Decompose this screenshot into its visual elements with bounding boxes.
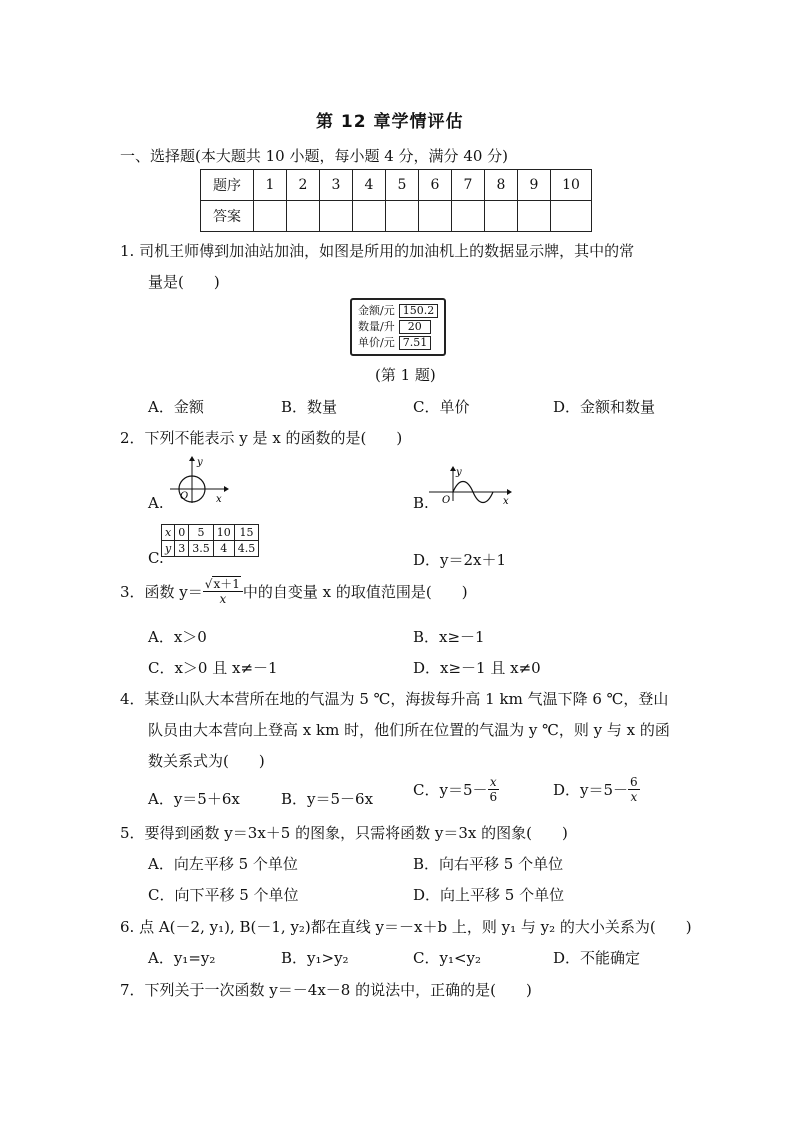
table-cell: 3.5: [189, 541, 214, 557]
table-cell: 15: [234, 525, 259, 541]
option-c[interactable]: C．单价: [413, 398, 470, 416]
table-cell: y: [162, 541, 175, 557]
table-cell: 6: [419, 170, 452, 201]
page-title: 第 12 章学情评估: [316, 112, 464, 132]
option-c[interactable]: C．向下平移 5 个单位: [148, 886, 299, 904]
table-cell: 题序: [201, 170, 254, 201]
answer-cell[interactable]: [287, 201, 320, 232]
fraction-denominator: x: [630, 790, 638, 804]
option-a[interactable]: A．向左平移 5 个单位: [148, 855, 298, 873]
stem-text: 中的自变量 x 的取值范围是( ): [242, 583, 468, 601]
option-d[interactable]: D．金额和数量: [553, 398, 656, 416]
answer-cell[interactable]: [551, 201, 592, 232]
question-1-line-1: 1. 司机王师傅到加油站加油，如图是所用的加油机上的数据显示牌，其中的常: [120, 242, 635, 260]
table-cell: 10: [213, 525, 234, 541]
answer-cell[interactable]: [485, 201, 518, 232]
table-cell: 5: [189, 525, 214, 541]
option-a[interactable]: A．x＞0: [148, 628, 207, 646]
option-c[interactable]: C．x＞0 且 x≠－1: [148, 659, 278, 677]
fraction-denominator: x: [219, 592, 227, 606]
option-d[interactable]: [553, 775, 640, 804]
answer-table: [200, 169, 592, 232]
stem-text: 3．函数 y＝: [120, 583, 203, 601]
table-cell: 2: [287, 170, 320, 201]
option-d[interactable]: D．y＝2x＋1: [413, 551, 507, 569]
fraction: [488, 775, 500, 804]
answer-cell[interactable]: [386, 201, 419, 232]
section-heading: 一、选择题(本大题共 10 小题，每小题 4 分，满分 40 分): [120, 147, 509, 165]
option-c[interactable]: C.: [148, 549, 164, 567]
circle-graph-icon: [160, 455, 230, 505]
table-cell: 答案: [201, 201, 254, 232]
answer-cell[interactable]: [353, 201, 386, 232]
table-cell: 4: [213, 541, 234, 557]
option-b[interactable]: B.: [413, 494, 429, 512]
display-label: 金额/元: [358, 304, 395, 317]
question-6-stem: 6. 点 A(－2, y₁), B(－1, y₂)都在直线 y＝－x＋b 上，则 y₁ 与 y₂ 的大小关系为( ): [120, 918, 692, 936]
table-cell: 4.5: [234, 541, 259, 557]
fraction-numerator: 6: [630, 775, 638, 789]
question-4-line-3: 数关系式为( ): [148, 752, 265, 770]
table-row: [162, 525, 259, 541]
table-cell: 8: [485, 170, 518, 201]
answer-cell[interactable]: [419, 201, 452, 232]
display-label: 单价/元: [358, 336, 395, 349]
question-3-stem: [120, 577, 468, 606]
origin-label: O: [180, 491, 189, 502]
table-cell: 9: [518, 170, 551, 201]
option-b[interactable]: B．y＝5－6x: [281, 790, 374, 808]
table-cell: 1: [254, 170, 287, 201]
table-cell: 4: [353, 170, 386, 201]
fraction: [628, 775, 640, 804]
table-row: [201, 170, 592, 201]
option-b[interactable]: B．数量: [281, 398, 338, 416]
question-7-stem: 7．下列关于一次函数 y＝－4x－8 的说法中，正确的是( ): [120, 981, 532, 999]
display-row-amount: [358, 303, 438, 319]
table-cell: 0: [175, 525, 189, 541]
question-2-stem: 2．下列不能表示 y 是 x 的函数的是( ): [120, 429, 403, 447]
fraction-denominator: 6: [489, 790, 498, 804]
option-d[interactable]: D．向上平移 5 个单位: [413, 886, 565, 904]
table-row: [162, 541, 259, 557]
question-4-line-2: 队员由大本营向上登高 x km 时，他们所在位置的气温为 y ℃，则 y 与 x 的函: [148, 721, 670, 739]
fraction: [203, 577, 243, 606]
option-text: D．y＝5－: [553, 781, 629, 799]
display-label: 数量/升: [358, 320, 395, 333]
answer-cell[interactable]: [518, 201, 551, 232]
option-b[interactable]: B．x≥－1: [413, 628, 485, 646]
figure-caption: (第 1 题): [375, 366, 436, 384]
xy-table: [161, 524, 259, 557]
fraction-numerator: x: [488, 775, 500, 790]
option-c[interactable]: C．y₁<y₂: [413, 949, 482, 967]
answer-cell[interactable]: [254, 201, 287, 232]
table-cell: 7: [452, 170, 485, 201]
display-value: 150.2: [399, 304, 439, 318]
table-cell: 5: [386, 170, 419, 201]
sqrt-argument: x＋1: [213, 577, 240, 591]
axis-label: x: [216, 494, 222, 505]
option-a[interactable]: A.: [148, 494, 164, 512]
option-c[interactable]: [413, 775, 499, 804]
answer-cell[interactable]: [320, 201, 353, 232]
answer-cell[interactable]: [452, 201, 485, 232]
fraction-numerator: √x＋1: [203, 577, 243, 592]
display-value: 7.51: [399, 336, 432, 350]
wave-graph-icon: [425, 465, 515, 505]
table-cell: 10: [551, 170, 592, 201]
display-row-quantity: [358, 319, 438, 335]
table-cell: x: [162, 525, 175, 541]
option-b[interactable]: B．向右平移 5 个单位: [413, 855, 564, 873]
question-1-line-2: 量是( ): [148, 273, 220, 291]
option-d[interactable]: D．x≥－1 且 x≠0: [413, 659, 541, 677]
axis-label: y: [197, 457, 203, 468]
fuel-display-board: [350, 298, 446, 356]
display-row-unit-price: [358, 335, 438, 351]
option-a[interactable]: A．y＝5＋6x: [148, 790, 240, 808]
axis-label: x: [503, 496, 509, 505]
option-d[interactable]: D．不能确定: [553, 949, 641, 967]
axis-label: y: [456, 467, 462, 478]
question-5-stem: 5．要得到函数 y＝3x＋5 的图象，只需将函数 y＝3x 的图象( ): [120, 824, 568, 842]
table-cell: 3: [175, 541, 189, 557]
display-value: 20: [399, 320, 431, 334]
table-row: [201, 201, 592, 232]
option-a[interactable]: A．y₁=y₂: [148, 949, 216, 967]
origin-label: O: [442, 495, 451, 505]
table-cell: 3: [320, 170, 353, 201]
option-b[interactable]: B．y₁>y₂: [281, 949, 349, 967]
option-text: C．y＝5－: [413, 781, 488, 799]
option-a[interactable]: A．金额: [148, 398, 204, 416]
question-4-line-1: 4．某登山队大本营所在地的气温为 5 ℃，海拔每升高 1 km 气温下降 6 ℃，登山: [120, 690, 669, 708]
